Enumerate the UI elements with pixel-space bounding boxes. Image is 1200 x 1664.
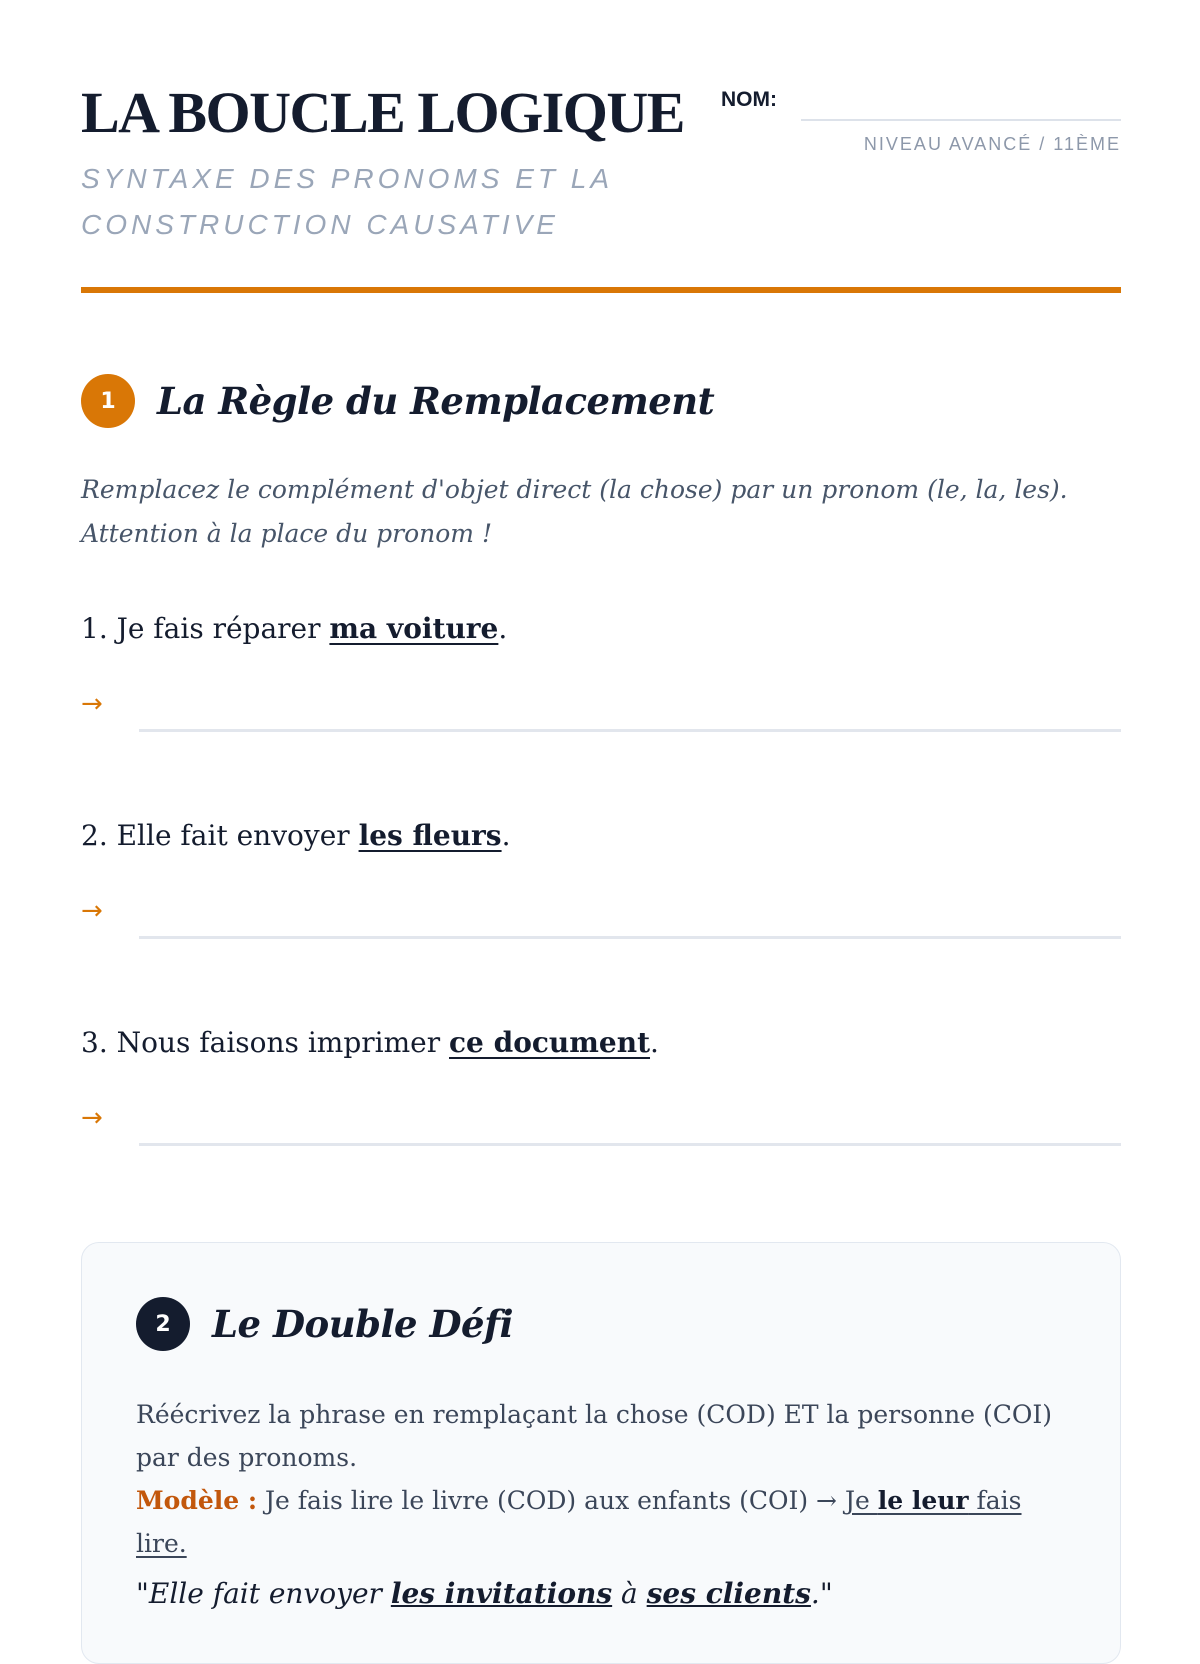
name-field[interactable] <box>801 119 1121 121</box>
arrow-right-icon: → <box>81 896 103 926</box>
model-answer-prefix: Je <box>844 1486 878 1515</box>
section2-title: Le Double Défi <box>212 1302 514 1346</box>
arrow-right-icon: → <box>81 1103 103 1133</box>
model-example <box>136 1479 1066 1565</box>
exercise-sentence <box>81 1026 1121 1059</box>
exercise-item <box>81 612 1121 745</box>
answer-row <box>81 1099 1121 1159</box>
section2-number-badge: 2 <box>136 1297 190 1351</box>
model-answer-suffix: fais lire. <box>136 1486 1022 1558</box>
quote-cod: les invitations <box>390 1577 613 1610</box>
exercise-sentence <box>81 612 1121 645</box>
section2-heading <box>136 1297 513 1351</box>
section2-card <box>81 1242 1121 1664</box>
worksheet-page <box>81 0 1121 1610</box>
sentence-end: . <box>650 1026 659 1059</box>
quote-end: ." <box>810 1577 833 1610</box>
target-object: ma voiture <box>329 612 499 645</box>
sentence-text: 2. Elle fait envoyer <box>81 819 359 852</box>
sentence-text: 3. Nous faisons imprimer <box>81 1026 449 1059</box>
worksheet-title: LA BOUCLE LOGIQUE <box>81 80 684 145</box>
exercise-sentence <box>81 819 1121 852</box>
target-object: les fleurs <box>358 819 502 852</box>
answer-row <box>81 685 1121 745</box>
section1-instructions: Remplacez le complément d'objet direct (la chose) par un pronom (le, la, les). Attention à la place du pronom ! <box>81 475 1068 548</box>
answer-row <box>81 892 1121 952</box>
quote-mid: à <box>612 1577 647 1610</box>
exercise-item <box>81 819 1121 952</box>
model-text: Je fais lire le livre (COD) aux enfants (COI) → <box>257 1486 845 1515</box>
name-label: NOM: <box>721 88 777 111</box>
model-answer-pronouns: le leur <box>877 1486 969 1515</box>
header-divider <box>81 287 1121 293</box>
quote-coi: ses clients <box>646 1577 811 1610</box>
answer-field[interactable] <box>139 1143 1121 1146</box>
section2-instructions: Réécrivez la phrase en remplaçant la chose (COD) ET la personne (COI) par des pronoms. <box>136 1400 1052 1472</box>
arrow-right-icon: → <box>81 689 103 719</box>
model-label: Modèle : <box>136 1486 258 1515</box>
answer-field[interactable] <box>139 936 1121 939</box>
level-label: NIVEAU AVANCÉ / 11ÈME <box>863 134 1121 154</box>
target-object: ce document <box>449 1026 651 1059</box>
section1-heading <box>81 374 714 428</box>
quote-start: "Elle fait envoyer <box>136 1577 391 1610</box>
section1-number-badge: 1 <box>81 374 135 428</box>
answer-field[interactable] <box>139 729 1121 732</box>
section1-title: La Règle du Remplacement <box>157 379 715 423</box>
worksheet-subtitle: SYNTAXE DES PRONOMS ET LA CONSTRUCTION CAUSATIVE <box>81 163 612 240</box>
sentence-text: 1. Je fais réparer <box>81 612 330 645</box>
section2-quote <box>136 1577 833 1610</box>
section2-instructions-block <box>136 1393 1066 1565</box>
sentence-end: . <box>501 819 511 852</box>
exercise-item <box>81 1026 1121 1159</box>
worksheet-header <box>81 0 1121 296</box>
sentence-end: . <box>498 612 508 645</box>
